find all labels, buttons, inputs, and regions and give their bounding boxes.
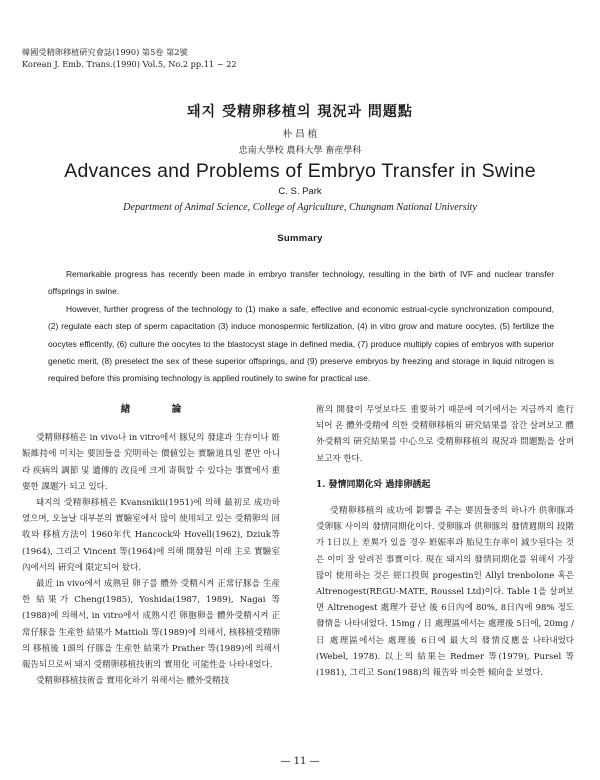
subsection-heading: 1. 發情同期化와 過排卵誘起: [316, 479, 431, 490]
body-column-right: [316, 402, 574, 681]
journal-header: [22, 46, 237, 70]
title-korean: 돼지 受精卵移植의 現況과 問題點: [187, 104, 413, 120]
abstract-paragraph-1: Remarkable progress has recently been made in embryo transfer technology, resulting in the birth of IVF and nuclear transfer offsprings in swine.: [48, 269, 554, 297]
author-korean: 朴 昌 植: [282, 129, 318, 140]
department-english: Department of Animal Science, College of Agriculture, Chungnam National University: [123, 202, 477, 213]
journal-citation-english: Korean J. Emb. Trans.(1990) Vol.5, No.2 pp.11 ~ 22: [22, 59, 237, 69]
body-paragraph: 術의 開發이 무엇보다도 重要하기 때문에 여기에서는 지금까지 進行되어 온 體外受精에 의한 受精卵移植의 硏究結果를 잠간 살펴보고 體外受精의 硏究結果를 中心으로 受精卵移植의 現況과 問題點을 살펴보고자 한다.: [316, 405, 574, 464]
body-paragraph: 受精卵移植은 in vivo나 in vitro에서 豚兒의 發達과 生存이나 姙娠維持에 미치는 要因들을 究明하는 價値있는 實驗道具일 뿐만 아니라 疾病의 調節 및 遺傳的 改良에 크게 寄與할 수 있다는 事實에서 重要한 課題가 되고 있다.: [22, 433, 280, 492]
title-english: Advances and Problems of Embryo Transfer in Swine: [64, 160, 536, 182]
abstract: [48, 266, 554, 388]
affiliation-korean: 忠南大學校 農科大學 畜産學科: [238, 146, 362, 156]
journal-citation-korean: 韓國受精卵移植硏究會誌(1990) 第5卷 第2號: [22, 47, 188, 57]
summary-heading: Summary: [277, 233, 323, 244]
body-paragraph: 受精卵移植技術을 實用化하기 위해서는 體外受精技: [36, 676, 230, 687]
body-paragraph: 受精卵移植의 成功에 影響을 주는 要因들중의 하나가 供卵豚과 受卵豚 사이의 發情同期化이다. 受卵豚과 供卵豚의 發情週期의 段階가 1日以上 差異가 있을 경우 姙娠率과 胎兒生存率이 減少된다는 것은 이미 잘 알려진 事實이다. 現在 돼지의 發情同期化를 위해서 가장 많이 使用하는 것은 經口投與 progestin인 Allyl trenbolone 혹은 Altrenogest(REGU-MATE, Roussel Ltd)이다. Table 1을 살펴보면 Altrenogest 處理가 끝난 後 6日內에 80%, 8日內에 98% 정도 發情을 나타내었다. 15mg / 日 處理區에서는 處理後 5日에, 20mg / 日 處理區에서는 處理後 6日에 最大의 發情反應을 나타내었다(Webel, 1978). 以上의 結果는 Redmer 等(1979), Pursel 等(1981), 그리고 Son(1988)의 報告와 비슷한 傾向을 보였다.: [316, 506, 574, 679]
page-number: — 11 —: [280, 756, 320, 767]
body-paragraph: 돼지의 受精卵移植은 Kvansnikii(1951)에 의해 最初로 成功하였으며, 오늘날 대부분의 實驗室에서 많이 使用되고 있는 受精卵의 回收와 移植方法이 1960年代 Hancock와 Hovell(1962), Dziuk等(1964), 그리고 Vincent 等(1964)에 의해 開發된 이래 主로 實驗室內에서의 硏究에 限定되어 왔다.: [22, 498, 280, 573]
body-column-left: [22, 402, 280, 689]
body-paragraph: 最近 in vivo에서 成熟된 卵子를 體外 受精시켜 正常仔豚을 生産한 結果가 Cheng(1985), Yoshida(1987, 1989), Nagai 等(1988)에 의해서, in vitro에서 成熟시킨 卵胞卵을 體外受精시켜 正常仔豚을 生産한 結果가 Mattioli 等(1989)에 의해서, 核移植受精卵의 移植後 1頭의 仔豚을 生産한 結果가 Prather 等(1989)에 의해서 報告되므로써 돼지 受精卵移植技術의 實用化 可能性을 나타내었다.: [22, 579, 280, 671]
abstract-paragraph-2: However, further progress of the technology to (1) make a safe, effective and economic estrual-cycle synchronization compound, (2) regulate each step of sperm capacitation (3) induce monospermic fertilization, (4) in vitro grow and mature oocytes, (5) fertilize the oocytes efficently, (6) culture the oocytes to the blastocyst stage in defined media, (7) produce multiply copies of embryos with superior genetic merit, (8) preselect the sex of these superior offsprings, and (9) preserve embryos by freezing and storage in liquid nitrogen is required before this promising technology is applied routinely to swine for practical use.: [48, 303, 554, 384]
section-heading-introduction: 緖 論: [120, 404, 198, 415]
author-english: C. S. Park: [278, 186, 322, 197]
